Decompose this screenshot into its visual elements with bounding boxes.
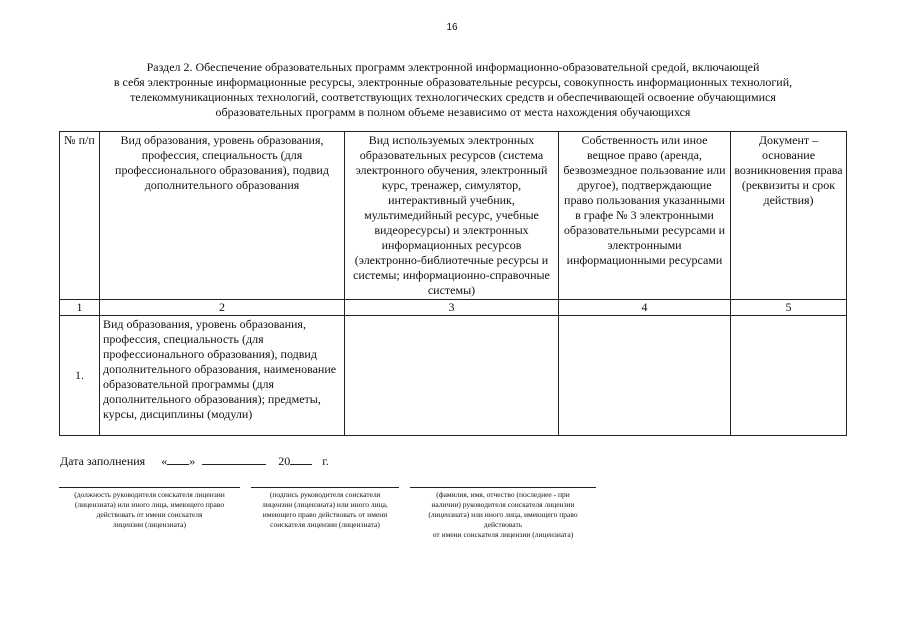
signature-caption-line: (должность руководителя соискателя лицензии	[74, 490, 225, 499]
signature-caption-line: (фамилия, имя, отчество (последнее - при	[436, 490, 570, 499]
header-cell-document: Документ – основание возникновения права (реквизиты и срок действия)	[731, 132, 847, 300]
date-open-quote: «	[161, 454, 168, 468]
signature-full-name	[410, 487, 596, 540]
section-title	[60, 60, 846, 120]
year-blank[interactable]	[290, 453, 312, 465]
header-cell-education-type: Вид образования, уровень образования, профессия, специальность (для профессионального образования), подвид дополнительного образования	[100, 132, 345, 300]
header-cell-resource-type: Вид используемых электронных образовательных ресурсов (система электронного обучения, электронный курс, тренажер, симулятор, интерактивный учебник, мультимедийный ресурс, учебные видеоресурсы) и электронных информационных ресурсов (электронно-библиотечные ресурсы и системы; информационно-справочные системы)	[345, 132, 559, 300]
signature-position	[59, 487, 240, 530]
table-row	[60, 316, 847, 436]
year-prefix: 20	[278, 454, 291, 468]
section-title-line: в себя электронные информационные ресурсы, электронные образовательные ресурсы, совокупность информационных технологий,	[113, 75, 793, 89]
signature-caption-line: действовать от имени соискателя	[96, 510, 203, 519]
section-title-line: образовательных программ в полном объеме независимо от места нахождения обучающихся	[215, 105, 691, 119]
resources-table	[59, 131, 847, 436]
signature-caption-line: лицензии (лицензиата)	[113, 520, 186, 529]
date-close-quote: »	[189, 454, 196, 468]
signature-caption-line: (лицензиата) или иного лица, имеющего право	[428, 510, 578, 519]
column-number: 4	[559, 300, 731, 316]
section-title-line: Раздел 2. Обеспечение образовательных программ электронной информационно-образовательной средой, включающей	[146, 60, 760, 74]
date-fill-line	[60, 453, 329, 469]
table-header-row	[60, 132, 847, 300]
signature-caption-line: от имени соискателя лицензии (лицензиата)	[432, 530, 574, 539]
column-number: 5	[731, 300, 847, 316]
column-number: 2	[100, 300, 345, 316]
column-number: 3	[345, 300, 559, 316]
page-number: 16	[446, 22, 458, 33]
signature-caption-line: (подпись руководителя соискателя	[269, 490, 381, 499]
month-blank[interactable]	[202, 453, 266, 465]
header-cell-number: № п/п	[60, 132, 100, 300]
signature-caption-line: лицензии (лицензиата) или иного лица,	[262, 500, 388, 509]
row-cell-resources[interactable]	[345, 316, 559, 436]
year-suffix: г.	[322, 454, 329, 468]
column-numbers-row	[60, 300, 847, 316]
row-cell-document[interactable]	[731, 316, 847, 436]
day-blank[interactable]	[167, 453, 189, 465]
signature-sign	[251, 487, 399, 530]
row-number: 1.	[60, 316, 100, 436]
row-description: Вид образования, уровень образования, профессия, специальность (для профессионального образования), подвид дополнительного образования, наименование образовательной программы (для дополнительного образования); предметы, курсы, дисциплины (модули)	[100, 316, 345, 436]
date-fill-label: Дата заполнения	[60, 454, 146, 468]
signature-caption-line: наличии) руководителя соискателя лицензии	[431, 500, 575, 509]
header-cell-ownership: Собственность или иное вещное право (аренда, безвозмездное пользование или другое), подтверждающие право пользования указанными в графе № 3 электронными образовательными ресурсами и электронными информационными ресурсами	[559, 132, 731, 300]
column-number: 1	[60, 300, 100, 316]
signature-caption-line: (лицензиата) или иного лица, имеющего право	[74, 500, 225, 509]
row-cell-ownership[interactable]	[559, 316, 731, 436]
signature-caption-line: имеющего право действовать от имени	[262, 510, 388, 519]
signature-caption-line: соискателя лицензии (лицензиата)	[270, 520, 380, 529]
section-title-line: телекоммуникационных технологий, соответствующих технологических средств и обеспечивающей освоение обучающимися	[130, 90, 776, 104]
signature-caption-line: действовать	[483, 520, 523, 529]
